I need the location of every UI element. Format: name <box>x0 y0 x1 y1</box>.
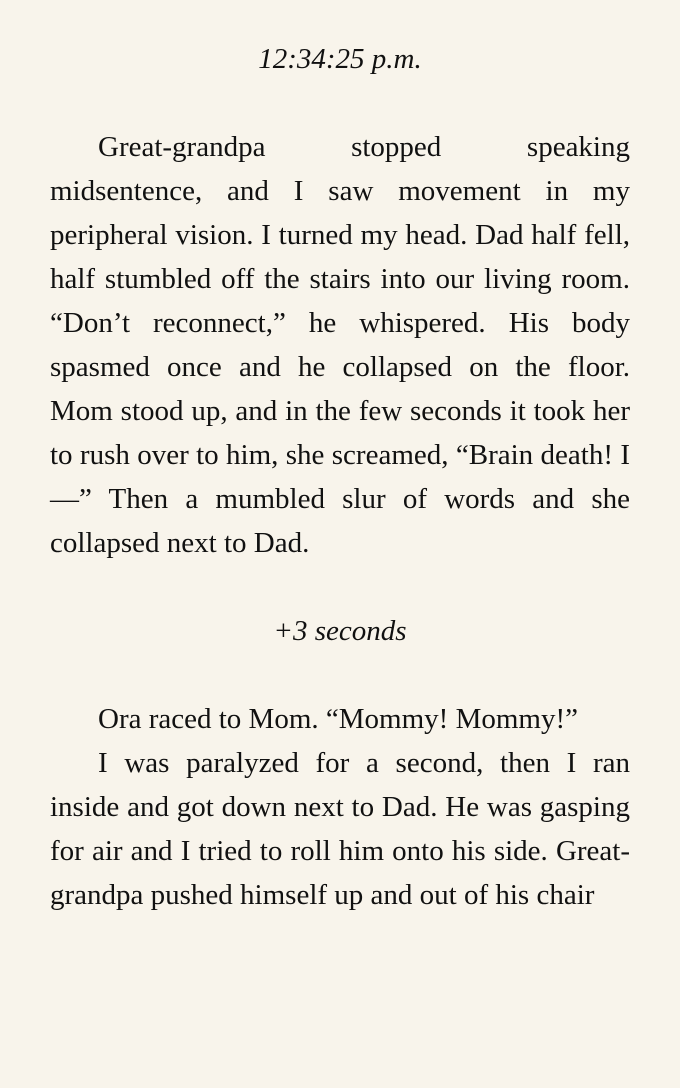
body-paragraph: Ora raced to Mom. “Mommy! Mommy!” <box>98 703 579 735</box>
section-timestamp: 12:34:25 p.m. <box>258 43 422 75</box>
section-timestamp: +3 seconds <box>273 615 407 647</box>
body-paragraph: I was paralyzed for a second, then I ran inside and got down next to Dad. He was gasping for air and I tried to roll him onto his side. Great-grandpa pushed himself up and out of his chair <box>50 747 630 911</box>
body-paragraph: Great-grandpa stopped speaking midsentence, and I saw movement in my peripheral vision. I turned my head. Dad half fell, half stumbled off the stairs into our living room. “Don’t reconnect,” he whispered. His body spasmed once and he collapsed on the floor. Mom stood up, and in the few seconds it took her to rush over to him, she screamed, “Brain death! I—” Then a mumbled slur of words and she collapsed next to Dad. <box>50 131 630 559</box>
